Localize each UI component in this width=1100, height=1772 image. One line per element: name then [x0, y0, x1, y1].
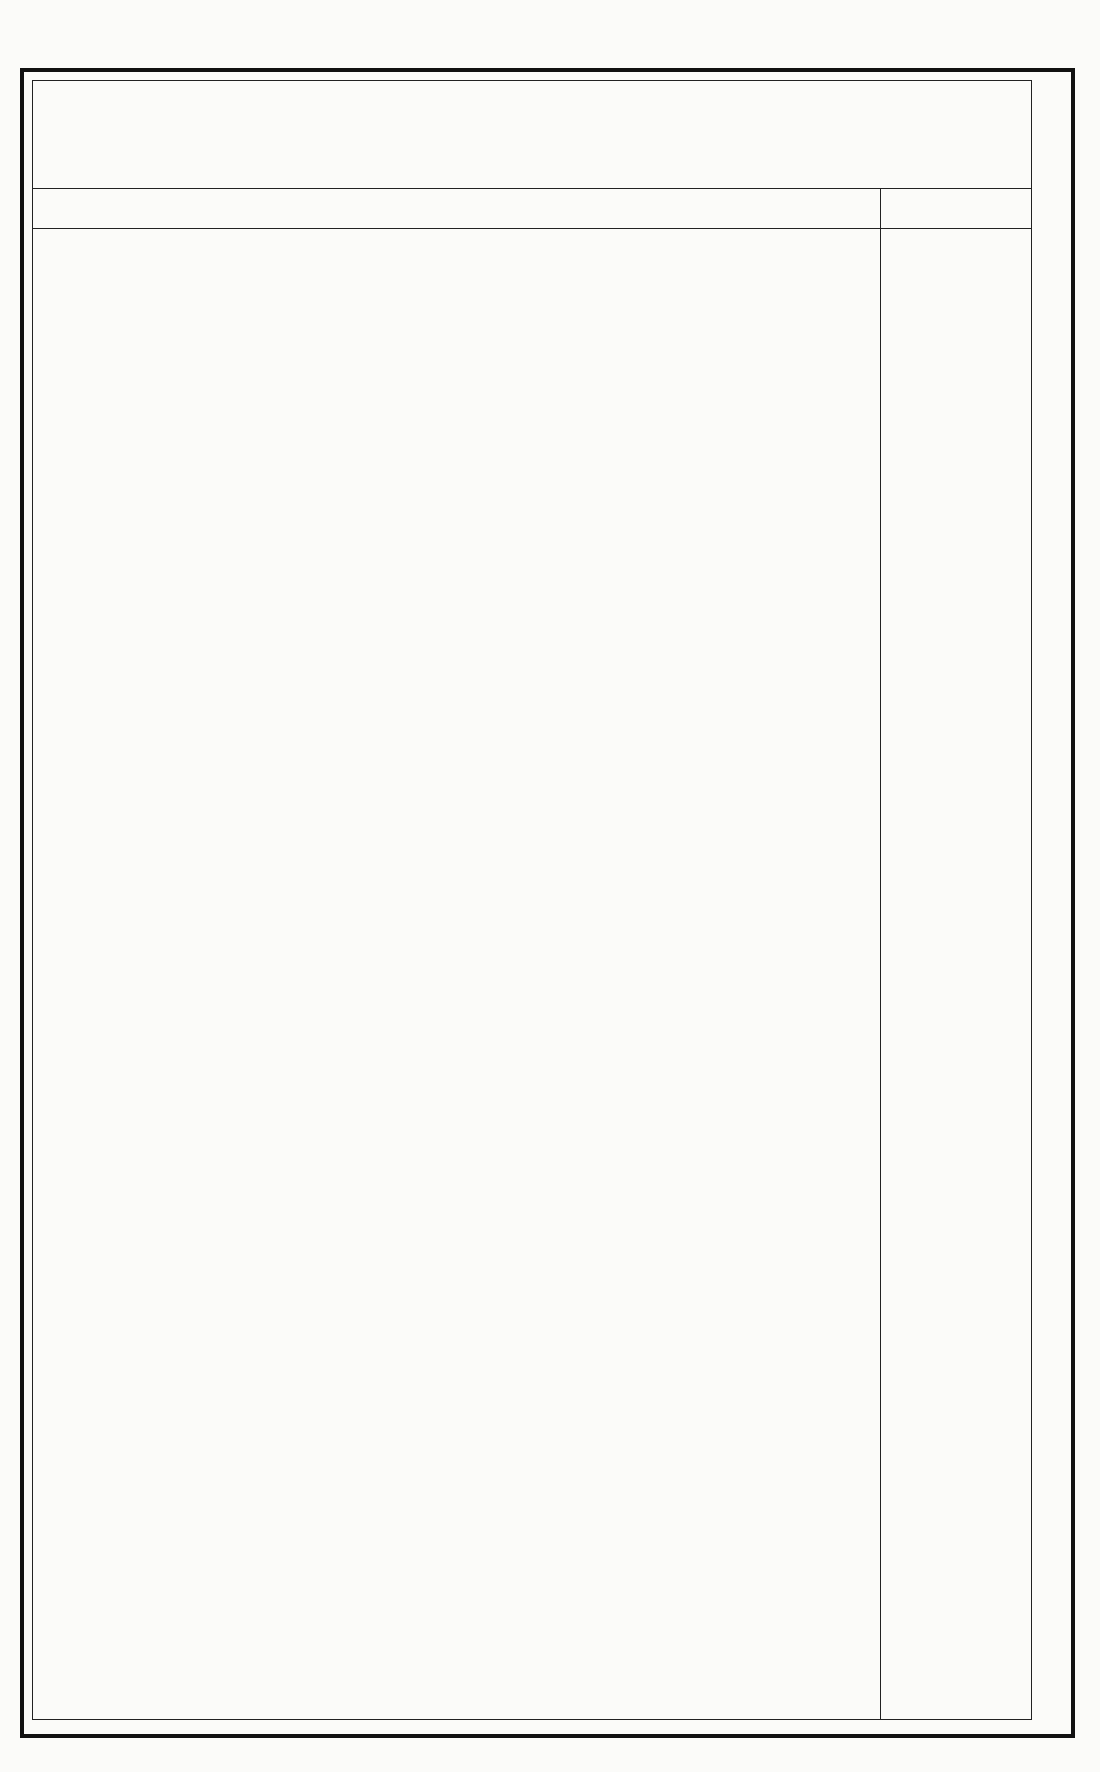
page-frame-inner	[32, 80, 1032, 1720]
notes-bottom-rule	[32, 188, 1032, 189]
header-column-rule	[880, 188, 881, 1720]
line-number-rule	[32, 228, 1032, 229]
